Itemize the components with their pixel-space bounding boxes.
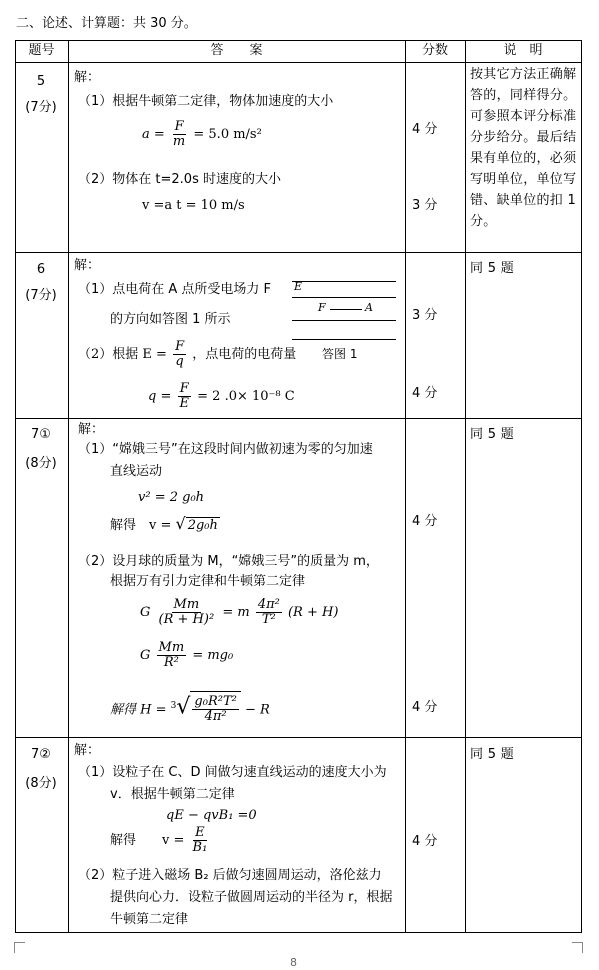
- q7a-formula-2: 解得 v = √ 2g₀h: [110, 514, 218, 533]
- q6-f-fraction: [178, 382, 192, 411]
- q6-jie: 解：: [74, 258, 101, 273]
- q7a-f4-rhs: = mg₀: [192, 648, 234, 663]
- q7b-f2-num: E: [195, 825, 205, 840]
- q5-line1: （1）根据牛顿第二定律，物体加速度的大小: [78, 94, 334, 109]
- q6-l2-den: q: [175, 354, 184, 369]
- q6-line1: （1）点电荷在 A 点所受电场力 F: [78, 282, 272, 297]
- q5-f1-fraction: [171, 120, 187, 149]
- header-answer: 答 案: [210, 43, 263, 58]
- q7b-line2c: 牛顿第二定律: [110, 912, 189, 927]
- q7a-f5-fraction: [192, 695, 238, 724]
- q7a-score-2: 4 分: [412, 700, 438, 715]
- q7a-f5-prefix: 解得 H =: [110, 702, 167, 718]
- q6-l2-suffix: ，点电荷的电荷量: [192, 347, 297, 362]
- q6-score-2: 4 分: [412, 386, 438, 401]
- q7a-f4-G: G: [140, 648, 151, 663]
- q6-l2-prefix: （2）根据 E =: [78, 347, 167, 362]
- q7a-f3-den2: T²: [261, 612, 276, 627]
- q7a-f5-tail: − R: [244, 702, 270, 718]
- q6-f-den: E: [179, 396, 189, 411]
- q5-line2: （2）物体在 t=2.0s 时速度的大小: [78, 172, 281, 187]
- q7a-f3-mid: = m: [222, 605, 250, 620]
- q7b-f2-den: B₁: [192, 840, 208, 855]
- q5-f1-rhs: = 5.0 m/s²: [193, 127, 262, 142]
- q7a-f5-num: g₀R²T²: [194, 694, 237, 710]
- q7a-number: 7①: [31, 427, 51, 442]
- q5-note: 按其它方法正确解答的，同样得分。可参照本评分标准分步给分。最后结果有单位的，必须写明单位，单位写错、缺单位的扣 1 分。: [470, 67, 577, 229]
- q7a-formula-1: v² = 2 g₀h: [138, 490, 205, 505]
- q6-f-num: F: [179, 381, 189, 396]
- q7b-f2-prefix: 解得 v =: [110, 833, 185, 848]
- q7a-score-1: 4 分: [412, 514, 438, 529]
- q6-field-line-4: [292, 339, 396, 340]
- q7a-f3-fraction-1: [157, 598, 217, 627]
- q7b-line1b: v．根据牛顿第二定律: [110, 787, 235, 802]
- q7b-jie: 解：: [74, 743, 101, 758]
- q7b-number: 7②: [31, 747, 51, 762]
- q7a-formula-4: [140, 640, 233, 672]
- q7b-f2-fraction: [191, 826, 210, 855]
- q5-points: (7分): [25, 100, 57, 115]
- q7a-points: (8分): [25, 456, 57, 471]
- q6-points: (7分): [25, 288, 57, 303]
- corner-mark-right: [572, 942, 583, 953]
- q6-fig-caption: 答图 1: [322, 347, 358, 361]
- q6-field-line-1: [292, 281, 396, 282]
- q6-score-1: 3 分: [412, 308, 438, 323]
- q5-f1-lhs: a =: [142, 127, 165, 142]
- header-score: 分数: [421, 43, 448, 58]
- q7a-f3-tail: (R + H): [287, 605, 339, 620]
- q5-number: 5: [36, 74, 46, 89]
- q6-force-arrow: [330, 309, 362, 310]
- q6-fig-label-E: E: [294, 280, 303, 293]
- q7b-line2b: 提供向心力．设粒子做圆周运动的半径为 r，根据: [110, 890, 393, 905]
- q7a-line2: （2）设月球的质量为 M，“嫦娥三号”的质量为 m，: [78, 554, 379, 569]
- q6-fig-label-F: F: [318, 301, 326, 314]
- section-title: 二、论述、计算题：共 30 分。: [16, 16, 197, 31]
- q7b-points: (8分): [25, 776, 57, 791]
- q7b-score-1: 4 分: [412, 834, 438, 849]
- q7a-f3-num: Mm: [173, 597, 200, 612]
- q5-f1-num: F: [174, 119, 184, 134]
- header-note: 说 明: [503, 43, 543, 58]
- q7a-f4-num: Mm: [158, 640, 185, 655]
- q7a-line1b: 直线运动: [110, 464, 163, 479]
- q7a-f4-den: R²: [163, 655, 179, 670]
- q5-f1-den: m: [172, 134, 186, 149]
- q7a-f3-fraction-2: [256, 598, 282, 627]
- q7a-note: 同 5 题: [470, 427, 515, 442]
- q6-line1b: 的方向如答图 1 所示: [110, 312, 231, 327]
- q5-jie: 解：: [74, 70, 101, 85]
- q6-f-rhs: = 2 .0× 10⁻⁸ C: [197, 389, 295, 404]
- q7b-formula-2: [110, 826, 211, 856]
- q6-formula: [148, 382, 295, 412]
- q6-note: 同 5 题: [470, 261, 515, 276]
- q6-l2-num: F: [175, 339, 185, 354]
- corner-mark-left: [14, 942, 25, 953]
- q7a-f5-den: 4π²: [204, 709, 227, 725]
- q6-l2-fraction: [173, 340, 186, 369]
- q7b-line1: （1）设粒子在 C、D 间做匀速直线运动的速度大小为: [78, 765, 387, 780]
- q7a-f3-den: (R + H)²: [158, 612, 215, 627]
- q7a-f5-index: 3: [170, 701, 177, 711]
- page-number: 8: [290, 956, 297, 969]
- q7a-f4-fraction: [157, 641, 187, 670]
- q7a-jie: 解：: [78, 422, 105, 437]
- q5-formula-1: [142, 120, 262, 150]
- q6-number: 6: [36, 262, 46, 277]
- q7b-formula-1: qE − qvB₁ =0: [166, 808, 257, 823]
- q7a-formula-3: [140, 597, 338, 629]
- q7a-f3-num2: 4π²: [257, 597, 280, 612]
- q6-fig-label-A: A: [365, 301, 373, 314]
- q6-line2: [78, 340, 296, 370]
- q5-formula-2: v =a t = 10 m/s: [142, 198, 245, 213]
- q7a-line1: （1）“嫦娥三号”在这段时间内做初速为零的匀加速: [78, 442, 373, 457]
- q6-field-line-2: [292, 297, 396, 298]
- q7a-f2-radicand: 2g₀h: [187, 518, 218, 533]
- q5-score-1: 4 分: [412, 122, 438, 137]
- q6-f-lhs: q =: [148, 389, 172, 404]
- header-qnum: 题号: [28, 43, 55, 58]
- q7b-note: 同 5 题: [470, 747, 515, 762]
- q7b-line2: （2）粒子进入磁场 B₂ 后做匀速圆周运动，洛伦兹力: [78, 868, 382, 883]
- q7a-f3-G: G: [140, 605, 151, 620]
- q7a-f2-prefix: 解得 v =: [110, 518, 172, 533]
- q6-field-line-3: [292, 320, 396, 321]
- q7a-line2b: 根据万有引力定律和牛顿第二定律: [110, 574, 306, 589]
- q7a-formula-5: 解得 H = $^3$√ $\frac{\text{g₀R²T²}}{\text{4π²}}$ − R: [110, 688, 270, 728]
- q5-score-2: 3 分: [412, 198, 438, 213]
